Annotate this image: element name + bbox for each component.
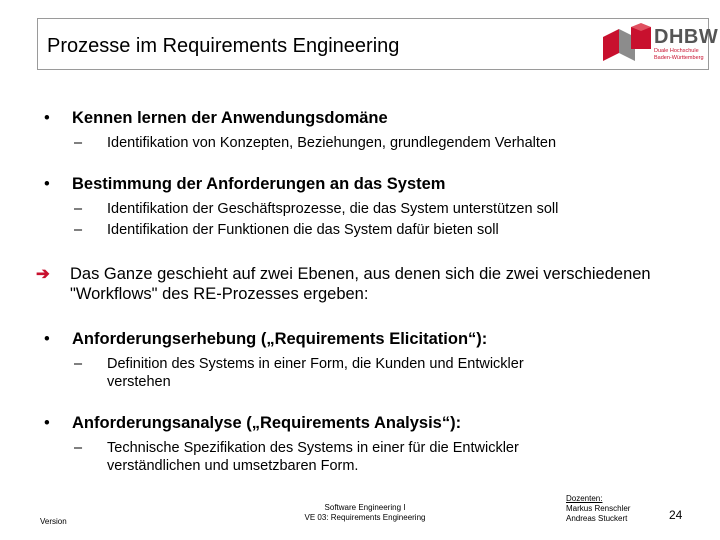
bullet-dot: • xyxy=(44,414,50,432)
footer-course: Software Engineering I VE 03: Requirements Engineering xyxy=(304,503,426,522)
logo-name: DHBW xyxy=(654,26,719,48)
bullet-dot: • xyxy=(44,175,50,193)
bullet-heading: Anforderungserhebung („Requirements Elicitation“): xyxy=(72,330,488,348)
bullet-dot: • xyxy=(44,330,50,348)
logo-subtitle: Duale Hochschule Baden-Württemberg xyxy=(654,48,704,61)
bullet-heading: Anforderungsanalyse („Requirements Analysis“): xyxy=(72,414,462,432)
page-title: Prozesse im Requirements Engineering xyxy=(47,35,400,57)
arrow-right-icon: ➔ xyxy=(36,265,50,283)
bullet-heading: Bestimmung der Anforderungen an das System xyxy=(72,175,446,193)
dhbw-logo xyxy=(601,23,719,65)
footer-lecturers: Dozenten: Markus Renschler Andreas Stuckert xyxy=(566,494,631,523)
footer-version: Version xyxy=(40,517,67,526)
page-number: 24 xyxy=(669,508,683,522)
arrow-text: Das Ganze geschieht auf zwei Ebenen, aus denen sich die zwei verschiedenen "Workflows" des RE-Prozesses ergeben: xyxy=(70,265,651,303)
dhbw-logo-icon xyxy=(601,23,653,65)
bullet-heading: Kennen lernen der Anwendungsdomäne xyxy=(72,109,388,127)
bullet-dot: • xyxy=(44,109,50,127)
title-box xyxy=(37,18,719,70)
